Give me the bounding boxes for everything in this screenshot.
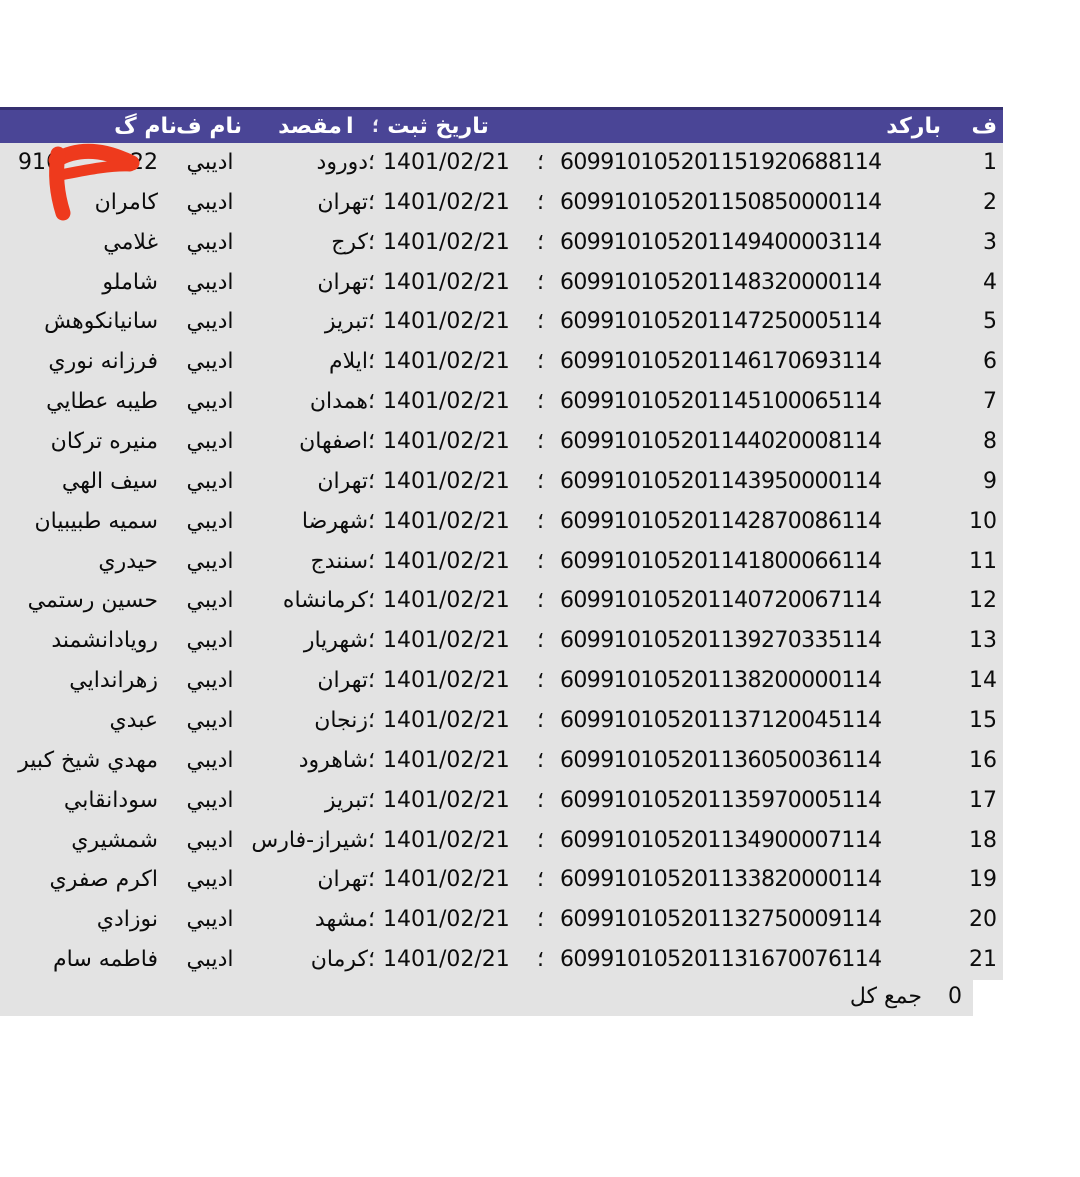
table-row	[0, 462, 1003, 502]
cell-last-name: سيف الهي	[61, 468, 158, 494]
cell-date: 1401/02/21	[383, 707, 510, 733]
cell-last-name: فاطمه سام	[53, 947, 158, 973]
cell-destination: ؛زنجان	[314, 707, 375, 733]
cell-first-name: اديبي	[186, 867, 234, 893]
cell-date: 1401/02/21	[383, 668, 510, 694]
cell-row-number: 17	[969, 787, 997, 813]
header-row	[0, 107, 1003, 143]
cell-barcode: 609910105201151920688114	[560, 150, 882, 175]
cell-row-number: 2	[983, 189, 997, 215]
table-row	[0, 422, 1003, 462]
cell-last-name: رويادانشمند	[51, 628, 158, 654]
cell-row-number: 15	[969, 707, 997, 733]
cell-separator-fragment: ؛	[537, 508, 544, 534]
cell-date: 1401/02/21	[383, 628, 510, 654]
cell-destination: ؛شهريار	[303, 628, 375, 654]
cell-row-number: 1	[983, 150, 997, 175]
cell-last-name: سودانقابي	[63, 787, 158, 813]
cell-last-name: حيدري	[98, 548, 158, 574]
cell-barcode: 609910105201135970005114	[560, 787, 882, 813]
cell-separator-fragment: ؛	[537, 428, 544, 454]
column-header-barcode: باركد	[886, 114, 941, 139]
cell-row-number: 3	[983, 229, 997, 255]
cell-first-name: اديبي	[186, 269, 234, 295]
cell-first-name: اديبي	[186, 947, 234, 973]
table-row	[0, 701, 1003, 741]
cell-row-number: 16	[969, 747, 997, 773]
cell-barcode: 609910105201131670076114	[560, 947, 882, 973]
cell-barcode: 609910105201137120045114	[560, 707, 882, 733]
cell-row-number: 5	[983, 309, 997, 335]
table-row	[0, 342, 1003, 382]
cell-row-number: 18	[969, 827, 997, 853]
cell-separator-fragment: ؛	[537, 229, 544, 255]
column-header-destination: مقصد	[278, 114, 342, 139]
cell-first-name: اديبي	[186, 588, 234, 614]
table-row	[0, 143, 1003, 183]
cell-last-name: سميه طبيبيان	[34, 508, 158, 534]
table-row	[0, 382, 1003, 422]
cell-date: 1401/02/21	[383, 189, 510, 215]
cell-last-name: مهدي شيخ كبير	[18, 747, 158, 773]
cell-date: 1401/02/21	[383, 508, 510, 534]
cell-barcode: 609910105201136050036114	[560, 747, 882, 773]
table-row	[0, 900, 1003, 940]
cell-first-name: اديبي	[186, 668, 234, 694]
cell-separator-fragment: ؛	[537, 787, 544, 813]
cell-row-number: 7	[983, 389, 997, 415]
cell-barcode: 609910105201143950000114	[560, 468, 882, 494]
cell-date: 1401/02/21	[383, 229, 510, 255]
cell-row-number: 21	[969, 947, 997, 973]
cell-date: 1401/02/21	[383, 827, 510, 853]
cell-date: 1401/02/21	[383, 428, 510, 454]
table-row	[0, 502, 1003, 542]
cell-last-name: عبدي	[109, 707, 158, 733]
cell-last-name: نوزادي	[96, 907, 158, 933]
cell-last-name: زهراندايي	[69, 668, 158, 694]
truncated-column-fragment: ا	[346, 114, 354, 139]
cell-barcode: 609910105201141800066114	[560, 548, 882, 574]
cell-row-number: 9	[983, 468, 997, 494]
table-row	[0, 581, 1003, 621]
cell-barcode: 609910105201149400003114	[560, 229, 882, 255]
cell-first-name: اديبي	[186, 150, 234, 175]
cell-date: 1401/02/21	[383, 548, 510, 574]
cell-separator-fragment: ؛	[537, 867, 544, 893]
cell-last-name: فرزانه نوري	[48, 349, 158, 375]
cell-first-name: اديبي	[186, 628, 234, 654]
cell-destination: ؛تهران	[317, 867, 375, 893]
cell-first-name: اديبي	[186, 548, 234, 574]
cell-row-number: 19	[969, 867, 997, 893]
cell-separator-fragment: ؛	[537, 628, 544, 654]
cell-first-name: اديبي	[186, 189, 234, 215]
masked-name-prefix: 916	[18, 150, 60, 175]
total-row	[0, 980, 973, 1016]
cell-date: 1401/02/21	[383, 468, 510, 494]
cell-barcode: 609910105201145100065114	[560, 389, 882, 415]
cell-destination: ؛سنندج	[310, 548, 375, 574]
cell-destination: ؛مشهد	[314, 907, 375, 933]
total-value: 0	[948, 984, 962, 1009]
cell-separator-fragment: ؛	[537, 189, 544, 215]
cell-row-number: 12	[969, 588, 997, 614]
table-row	[0, 183, 1003, 223]
table-row	[0, 781, 1003, 821]
column-header-first-name: نام ف	[176, 114, 242, 139]
cell-separator-fragment: ؛	[537, 947, 544, 973]
cell-destination: ؛شيراز-فارس	[251, 827, 375, 853]
cell-row-number: 20	[969, 907, 997, 933]
cell-barcode: 609910105201133820000114	[560, 867, 882, 893]
cell-destination: ؛كرمان	[310, 947, 375, 973]
cell-separator-fragment: ؛	[537, 827, 544, 853]
cell-first-name: اديبي	[186, 349, 234, 375]
cell-last-name: منيره تركان	[50, 428, 158, 454]
cell-barcode: 609910105201142870086114	[560, 508, 882, 534]
cell-barcode: 609910105201138200000114	[560, 668, 882, 694]
cell-first-name: اديبي	[186, 428, 234, 454]
cell-separator-fragment: ؛	[537, 269, 544, 295]
cell-destination: ؛تبريز	[324, 309, 375, 335]
cell-destination: ؛شاهرود	[298, 747, 375, 773]
cell-barcode: 609910105201148320000114	[560, 269, 882, 295]
cell-destination: ؛كرج	[331, 229, 375, 255]
cell-destination: ؛تهران	[317, 189, 375, 215]
cell-first-name: اديبي	[186, 468, 234, 494]
cell-barcode: 609910105201139270335114	[560, 628, 882, 654]
table-row	[0, 542, 1003, 582]
cell-date: 1401/02/21	[383, 309, 510, 335]
truncated-column-fragment: ؛	[372, 116, 380, 137]
table-row	[0, 263, 1003, 303]
cell-destination: ؛تهران	[317, 468, 375, 494]
cell-destination: ؛تهران	[317, 668, 375, 694]
cell-barcode: 609910105201140720067114	[560, 588, 882, 614]
cell-row-number: 13	[969, 628, 997, 654]
table-row	[0, 661, 1003, 701]
cell-last-name: شمشيري	[71, 827, 158, 853]
cell-first-name: اديبي	[186, 707, 234, 733]
table-row	[0, 940, 1003, 980]
cell-date: 1401/02/21	[383, 150, 510, 175]
cell-first-name: اديبي	[186, 747, 234, 773]
table-row	[0, 741, 1003, 781]
cell-date: 1401/02/21	[383, 349, 510, 375]
cell-date: 1401/02/21	[383, 947, 510, 973]
cell-date: 1401/02/21	[383, 747, 510, 773]
cell-barcode: 609910105201144020008114	[560, 428, 882, 454]
cell-row-number: 4	[983, 269, 997, 295]
cell-barcode: 609910105201134900007114	[560, 827, 882, 853]
cell-row-number: 14	[969, 668, 997, 694]
cell-date: 1401/02/21	[383, 907, 510, 933]
cell-barcode: 609910105201150850000114	[560, 189, 882, 215]
cell-destination: ؛اصفهان	[299, 428, 375, 454]
cell-separator-fragment: ؛	[537, 747, 544, 773]
masked-name-suffix: 22	[130, 150, 158, 175]
total-label: جمع كل	[849, 984, 922, 1009]
cell-last-name: غلامي	[103, 229, 158, 255]
cell-destination: ؛ايلام	[329, 349, 375, 375]
cell-separator-fragment: ؛	[537, 389, 544, 415]
cell-date: 1401/02/21	[383, 787, 510, 813]
cell-date: 1401/02/21	[383, 389, 510, 415]
cell-separator-fragment: ؛	[537, 548, 544, 574]
cell-date: 1401/02/21	[383, 269, 510, 295]
cell-separator-fragment: ؛	[537, 907, 544, 933]
cell-separator-fragment: ؛	[537, 309, 544, 335]
column-header-row-number: ف	[971, 114, 997, 139]
cell-destination: ؛كرمانشاه	[282, 588, 375, 614]
cell-last-name: طيبه عطايي	[46, 389, 158, 415]
cell-row-number: 10	[969, 508, 997, 534]
cell-first-name: اديبي	[186, 309, 234, 335]
cell-date: 1401/02/21	[383, 867, 510, 893]
cell-separator-fragment: ؛	[537, 349, 544, 375]
table-row	[0, 302, 1003, 342]
cell-separator-fragment: ؛	[537, 150, 544, 175]
cell-row-number: 11	[969, 548, 997, 574]
cell-separator-fragment: ؛	[537, 588, 544, 614]
cell-first-name: اديبي	[186, 907, 234, 933]
cell-destination: ؛همدان	[309, 389, 375, 415]
cell-last-name: اكرم صفري	[49, 867, 158, 893]
cell-first-name: اديبي	[186, 389, 234, 415]
table-row	[0, 621, 1003, 661]
cell-separator-fragment: ؛	[537, 668, 544, 694]
cell-first-name: اديبي	[186, 787, 234, 813]
cell-destination: ؛شهرضا	[301, 508, 375, 534]
column-header-last-name: نام گ	[114, 114, 177, 139]
cell-destination: ؛تهران	[317, 269, 375, 295]
table-row	[0, 860, 1003, 900]
cell-separator-fragment: ؛	[537, 707, 544, 733]
cell-row-number: 6	[983, 349, 997, 375]
cell-barcode: 609910105201132750009114	[560, 907, 882, 933]
cell-barcode: 609910105201146170693114	[560, 349, 882, 375]
cell-destination: ؛دورود	[316, 150, 375, 175]
cell-destination: ؛تبريز	[324, 787, 375, 813]
cell-first-name: اديبي	[186, 229, 234, 255]
cell-row-number: 8	[983, 428, 997, 454]
red-marker-annotation	[40, 138, 140, 228]
cell-barcode: 609910105201147250005114	[560, 309, 882, 335]
cell-first-name: اديبي	[186, 827, 234, 853]
table-row	[0, 821, 1003, 861]
cell-last-name: كامران	[94, 189, 158, 215]
cell-separator-fragment: ؛	[537, 468, 544, 494]
table-row	[0, 223, 1003, 263]
column-header-date: تاريخ ثبت	[387, 114, 489, 139]
cell-last-name: سانيانكوهش	[44, 309, 158, 335]
cell-last-name: شاملو	[102, 269, 158, 295]
cell-last-name: حسين رستمي	[27, 588, 158, 614]
cell-first-name: اديبي	[186, 508, 234, 534]
cell-date: 1401/02/21	[383, 588, 510, 614]
